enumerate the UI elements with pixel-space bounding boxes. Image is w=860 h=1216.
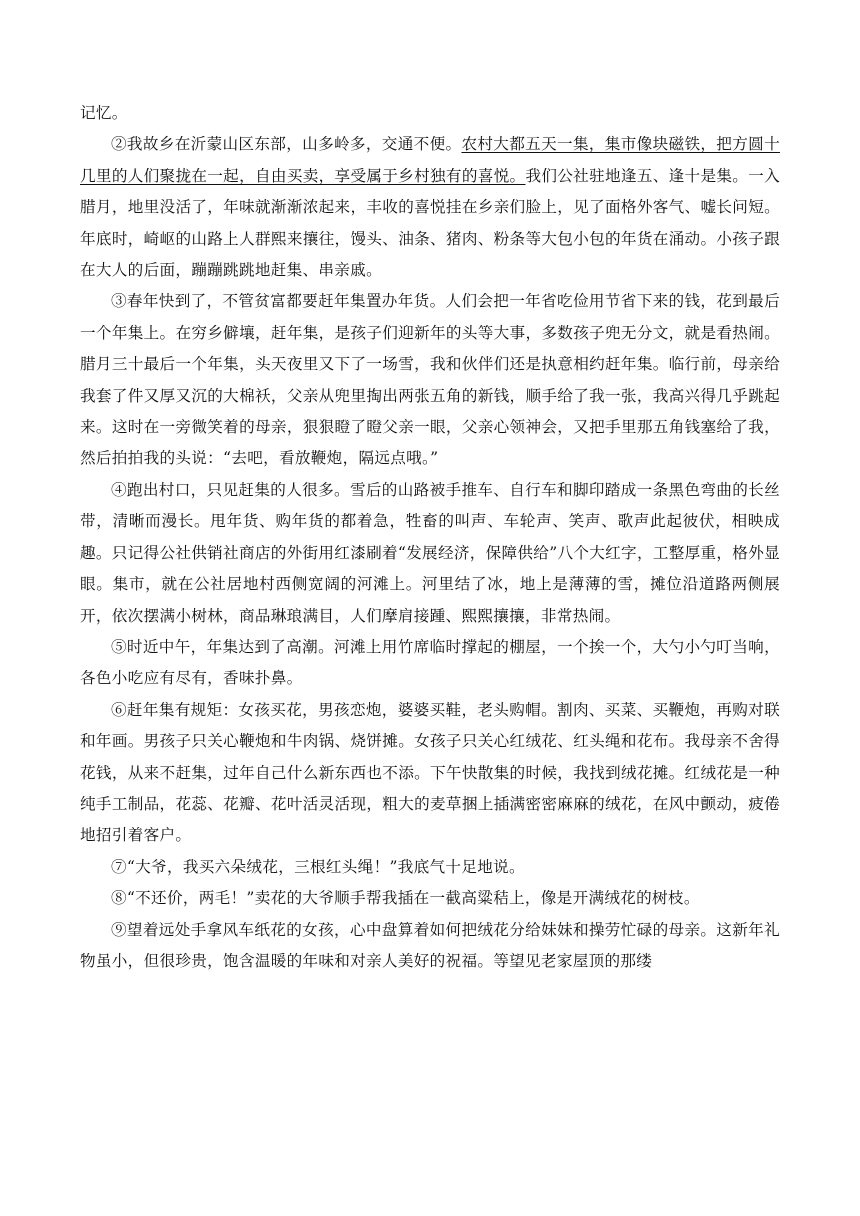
underlined-sentence: 农村大都五天一集，集市像块磁铁，把方圆十几里的人们聚拢在一起，自由买卖，享受属于乡村独有的喜悦。 — [80, 135, 780, 185]
paragraph-7: ⑦“大爷，我买六朵绒花，三根红头绳！”我底气十足地说。 — [111, 857, 525, 876]
paragraph-2-intro: ②我故乡在沂蒙山区东部，山多岭多，交通不便。 — [111, 135, 462, 154]
paragraph-4: ④跑出村口，只见赶集的人很多。雪后的山路被手推车、自行车和脚印踏成一条黑色弯曲的长丝带，清晰而漫长。甩年货、购年货的都着急，牲畜的叫声、车轮声、笑声、歌声此起彼伏，相映成趣。只记得公社供销社商店的外街用红漆刷着“发展经济，保障供给”八个大红字，工整厚重，格外显眼。集市，就在公社居地村西侧宽阔的河滩上。河里结了冰，地上是薄薄的雪，摊位沿道路两侧展开，依次摆满小树林，商品琳琅满目，人们摩肩接踵、熙熙攘攘，非常热闹。 — [80, 480, 780, 625]
paragraph-1: 记忆。 — [80, 104, 128, 122]
document-page — [80, 98, 780, 977]
paragraph-5: ⑤时近中午，年集达到了高潮。河滩上用竹席临时撑起的棚屋，一个挨一个，大勺小勺叮当响，各色小吃应有尽有，香味扑鼻。 — [80, 637, 780, 688]
paragraph-2 — [80, 129, 780, 286]
paragraph-2-rest: 我们公社驻地逢五、逢十是集。一入腊月，地里没活了，年味就渐渐浓起来，丰收的喜悦挂在乡亲们脸上，见了面格外客气、嘘长问短。年底时，崎岖的山路上人群熙来攘往，馒头、油条、猪肉、粉条等大包小包的年货在涌动。小孩子跟在大人的后面，蹦蹦跳跳地赶集、串亲戚。 — [80, 166, 780, 280]
paragraph-8: ⑧“不还价，两毛！”卖花的大爷顺手帮我插在一截高粱秸上，像是开满绒花的树枝。 — [111, 889, 700, 908]
paragraph-3: ③春年快到了，不管贫富都要赶年集置办年货。人们会把一年省吃俭用节省下来的钱，花到最后一个年集上。在穷乡僻壤，赶年集，是孩子们迎新年的头等大事，多数孩子兜无分文，就是看热闹。腊月三十最后一个年集，头天夜里又下了一场雪，我和伙伴们还是执意相约赶年集。临行前，母亲给我套了件又厚又沉的大棉袄，父亲从兜里掏出两张五角的新钱，顺手给了我一张，我高兴得几乎跳起来。这时在一旁微笑着的母亲，狠狠瞪了瞪父亲一眼，父亲心领神会，又把手里那五角钱塞给了我，然后拍拍我的头说：“去吧，看放鞭炮，隔远点哦。” — [80, 292, 780, 468]
paragraph-9: ⑨望着远处手拿风车纸花的女孩，心中盘算着如何把绒花分给妹妹和操劳忙碌的母亲。这新年礼物虽小，但很珍贵，饱含温暖的年味和对亲人美好的祝福。等望见老家屋顶的那缕 — [80, 920, 780, 970]
paragraph-6: ⑥赶年集有规矩：女孩买花，男孩恋炮，婆婆买鞋，老头购帽。割肉、买菜、买鞭炮，再购对联和年画。男孩子只关心鞭炮和牛肉锅、烧饼摊。女孩子只关心红绒花、红头绳和花布。我母亲不舍得花钱，从来不赶集，过年自己什么新东西也不添。下午快散集的时候，我找到绒花摊。红绒花是一种纯手工制品，花蕊、花瓣、花叶活灵活现，粗大的麦草捆上插满密密麻麻的绒花，在风中颤动，疲倦地招引着客户。 — [80, 700, 780, 845]
